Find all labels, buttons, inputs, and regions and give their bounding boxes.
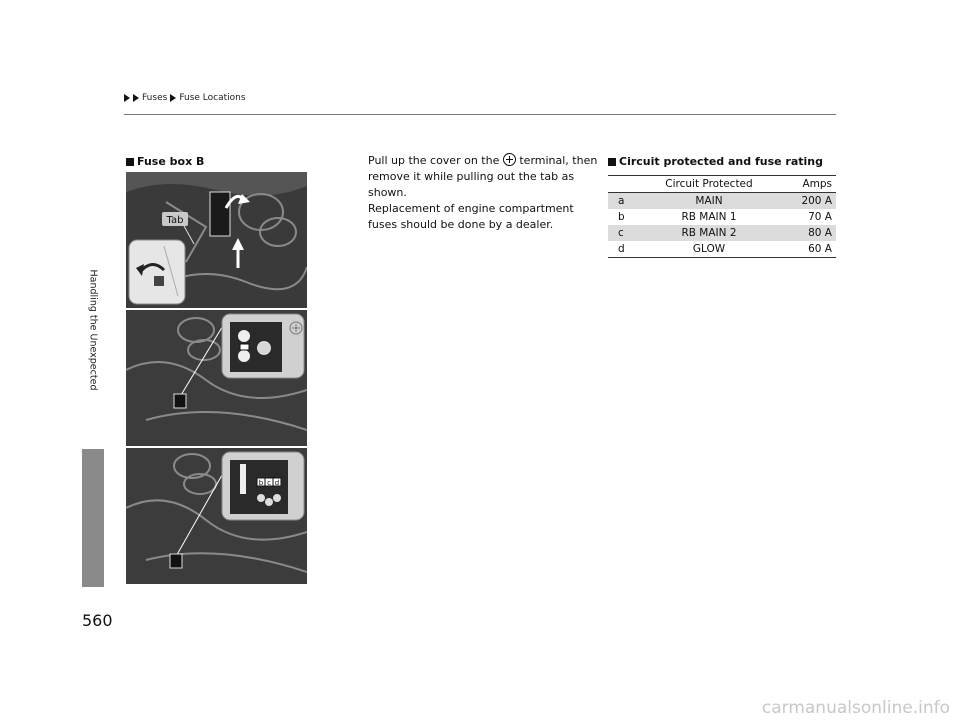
fuse-label-c: c bbox=[267, 479, 271, 487]
circuit-table-heading: Circuit protected and fuse rating bbox=[608, 155, 823, 168]
fuse-box-heading: Fuse box B bbox=[126, 155, 204, 168]
table-row: a MAIN 200 A bbox=[608, 193, 836, 210]
breadcrumb-item-fuse-locations[interactable]: Fuse Locations bbox=[179, 93, 246, 103]
dealer-note: Replacement of engine compartment fuses should be done by a dealer. bbox=[368, 202, 574, 231]
breadcrumb-item-fuses[interactable]: Fuses bbox=[142, 93, 168, 103]
watermark: carmanualsonline.info bbox=[761, 698, 950, 718]
fuse-box-fuses-illustration bbox=[126, 448, 307, 584]
header-divider bbox=[124, 114, 836, 115]
header-amps: Amps bbox=[772, 176, 836, 193]
instruction-text: Pull up the cover on the terminal, then remove it while pulling out the tab as shown. Replacement of engine compartment fuses should be done by a dealer. bbox=[368, 154, 598, 231]
positive-terminal-icon bbox=[503, 153, 516, 166]
table-header-row bbox=[608, 176, 836, 193]
table-row: d GLOW 60 A bbox=[608, 241, 836, 258]
breadcrumb-arrow-icon bbox=[170, 94, 176, 102]
chapter-tab-marker bbox=[82, 449, 104, 587]
circuit-fuse-table bbox=[608, 175, 836, 258]
header-circuit-protected: Circuit Protected bbox=[646, 176, 772, 193]
fuse-box-open-illustration bbox=[126, 310, 307, 446]
fuse-label-d: d bbox=[274, 479, 280, 487]
table-row: c RB MAIN 2 80 A bbox=[608, 225, 836, 241]
page-number: 560 bbox=[82, 611, 113, 630]
breadcrumb bbox=[124, 93, 246, 103]
tab-callout-label: Tab bbox=[166, 215, 184, 226]
breadcrumb-arrow-icon bbox=[124, 94, 130, 102]
table-row: b RB MAIN 1 70 A bbox=[618, 211, 832, 223]
engine-cover-illustration bbox=[126, 172, 307, 308]
section-square-icon bbox=[126, 158, 134, 166]
breadcrumb-arrow-icon bbox=[133, 94, 139, 102]
fuse-label-b: b bbox=[258, 479, 264, 487]
section-square-icon bbox=[608, 158, 616, 166]
